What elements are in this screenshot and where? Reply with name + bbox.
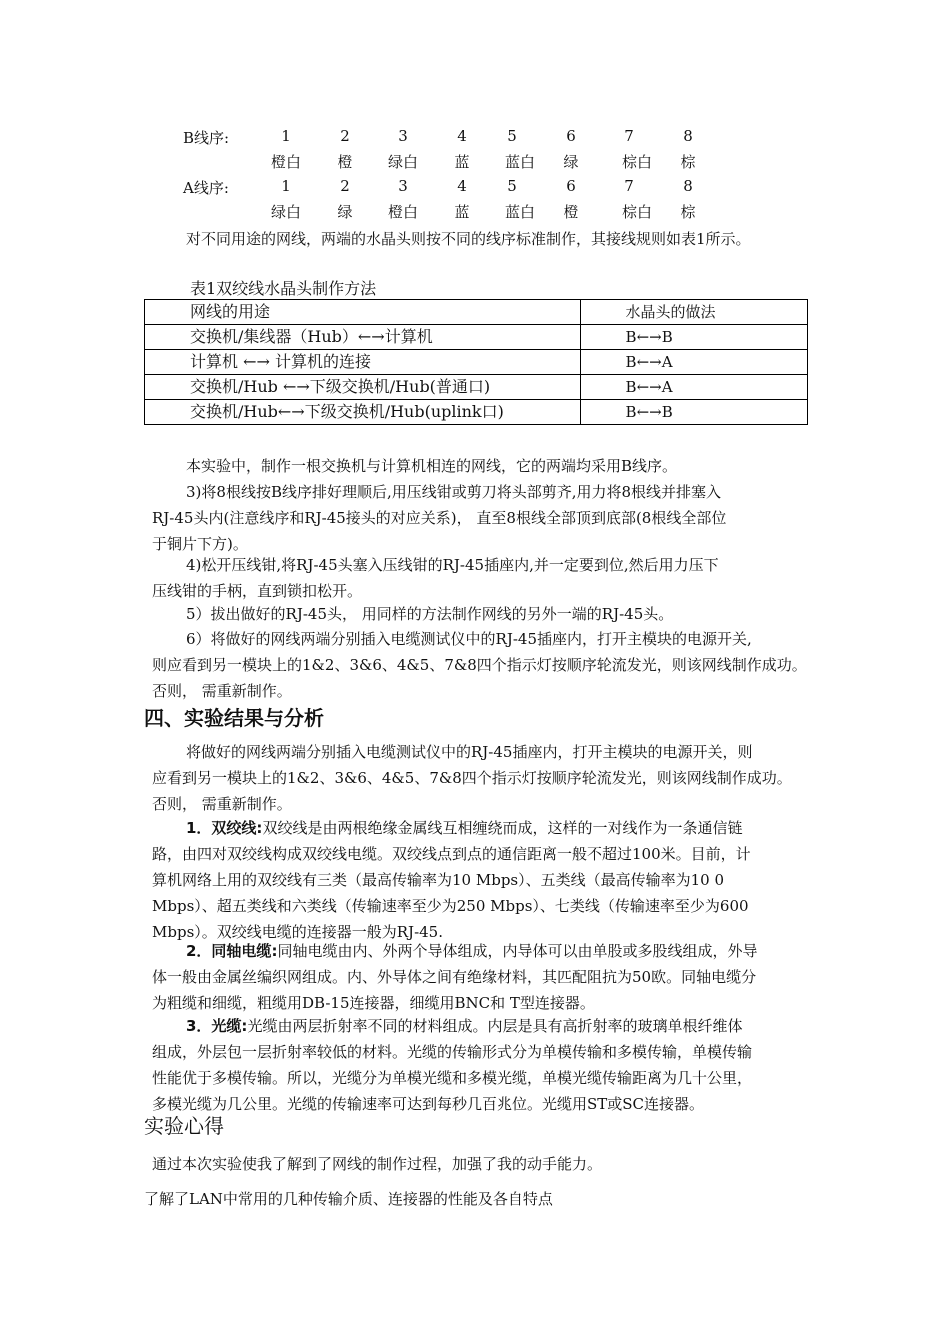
a-color: 棕白 bbox=[621, 203, 652, 221]
table-caption: 表1双绞线水晶头制作方法 bbox=[190, 279, 377, 298]
a-number: 7 bbox=[624, 177, 634, 195]
coax-term: 2．同轴电缆: bbox=[186, 942, 278, 960]
table-cell: 交换机/Hub←→下级交换机/Hub(uplink口) bbox=[145, 400, 581, 425]
fiber-term: 3．光缆: bbox=[186, 1017, 248, 1035]
b-color: 棕 bbox=[680, 153, 696, 171]
step-3: 3)将8根线按B线序排好理顺后,用压线钳或剪刀将头部剪齐,用力将8根线并排塞入 RJ-45头内(注意线序和RJ-45接头的对应关系)， 直至8根线全部顶到底部(8根线全部位 于铜片下方)。 bbox=[152, 483, 727, 553]
coax-paragraph: 2．同轴电缆:同轴电缆由内、外两个导体组成，内导体可以由单股或多股线组成，外导 体一般由金属丝编织网组成。内、外导体之间有绝缘材料，其匹配阻抗为50欧。同轴电缆分 为粗缆和细缆，粗缆用DB-15连接器，细缆用BNC和 T型连接器。 bbox=[152, 942, 758, 1012]
table-cell: B←→B bbox=[580, 325, 807, 350]
experience-paragraph-2: 了解了LAN中常用的几种传输介质、连接器的性能及各自特点 bbox=[144, 1190, 553, 1208]
table-row bbox=[145, 350, 808, 375]
table-row bbox=[145, 400, 808, 425]
a-number: 6 bbox=[566, 177, 576, 195]
b-number: 4 bbox=[457, 127, 467, 145]
b-number: 8 bbox=[683, 127, 693, 145]
steps-intro: 本实验中，制作一根交换机与计算机相连的网线，它的两端均采用B线序。 bbox=[186, 457, 678, 475]
table-cell: 计算机 ←→ 计算机的连接 bbox=[145, 350, 581, 375]
section-4-title: 四、实验结果与分析 bbox=[144, 706, 324, 730]
a-color: 蓝 bbox=[454, 203, 470, 221]
wiring-rules-table bbox=[144, 299, 808, 425]
b-number: 7 bbox=[624, 127, 634, 145]
twisted-pair-term: 1．双绞线: bbox=[186, 819, 263, 837]
experience-title: 实验心得 bbox=[144, 1114, 224, 1138]
fiber-paragraph: 3．光缆:光缆由两层折射率不同的材料组成。内层是具有高折射率的玻璃单根纤维体 组成，外层包一层折射率较低的材料。光缆的传输形式分为单模传输和多模传输，单模传输 性能优于多模传输。所以，光缆分为单模光缆和多模光缆，单模光缆传输距离为几十公里， 多模光缆为几公里。光缆的传输速率可达到每秒几百兆位。光缆用ST或SC连接器。 bbox=[152, 1017, 753, 1113]
step-4: 4)松开压线钳,将RJ-45头塞入压线钳的RJ-45插座内,并一定要到位,然后用力压下 压线钳的手柄，直到锁扣松开。 bbox=[152, 556, 719, 600]
b-color: 橙白 bbox=[270, 153, 301, 171]
b-color: 橙 bbox=[337, 153, 353, 171]
table-header-cell: 网线的用途 bbox=[145, 300, 581, 325]
a-order-label: A线序: bbox=[183, 179, 229, 197]
b-color: 绿白 bbox=[387, 153, 418, 171]
b-number: 3 bbox=[398, 127, 408, 145]
a-number: 4 bbox=[457, 177, 467, 195]
step-6: 6）将做好的网线两端分别插入电缆测试仪中的RJ-45插座内，打开主模块的电源开关, 则应看到另一模块上的1&2、3&6、4&5、7&8四个指示灯按顺序轮流发光，则该网线制作成功。 否则， 需重新制作。 bbox=[152, 630, 807, 700]
result-paragraph: 将做好的网线两端分别插入电缆测试仪中的RJ-45插座内，打开主模块的电源开关，则 应看到另一模块上的1&2、3&6、4&5、7&8四个指示灯按顺序轮流发光，则该网线制作成功。 否则， 需重新制作。 bbox=[152, 743, 792, 813]
b-number: 2 bbox=[340, 127, 350, 145]
a-number: 2 bbox=[340, 177, 350, 195]
b-number: 6 bbox=[566, 127, 576, 145]
b-number: 5 bbox=[507, 127, 517, 145]
b-order-colors-row bbox=[0, 151, 950, 175]
table-header-cell: 水晶头的做法 bbox=[580, 300, 807, 325]
b-color: 蓝 bbox=[454, 153, 470, 171]
b-color: 绿 bbox=[563, 153, 579, 171]
table-cell: B←→A bbox=[580, 375, 807, 400]
table-row bbox=[145, 325, 808, 350]
b-order-label: B线序: bbox=[183, 129, 230, 147]
a-order-colors-row bbox=[0, 201, 950, 225]
wiring-note: 对不同用途的网线，两端的水晶头则按不同的线序标准制作，其接线规则如表1所示。 bbox=[186, 230, 751, 248]
a-color: 绿 bbox=[337, 203, 353, 221]
b-color: 蓝白 bbox=[504, 153, 535, 171]
twisted-pair-paragraph: 1．双绞线:双绞线是由两根绝缘金属线互相缠绕而成，这样的一对线作为一条通信链 路，由四对双绞线构成双绞线电缆。双绞线点到点的通信距离一般不超过100米。目前，计 算机网络上用的双绞线有三类（最高传输率为10 Mbps）、五类线（最高传输率为10 0 Mbps）、超五类线和六类线（传输速率至少为250 Mbps）、七类线（传输速率至少为600 Mbps）。双绞线电缆的连接器一般为RJ-45. bbox=[152, 819, 751, 941]
table-cell: 交换机/集线器（Hub）←→计算机 bbox=[145, 325, 581, 350]
experience-paragraph-1: 通过本次实验使我了解到了网线的制作过程，加强了我的动手能力。 bbox=[152, 1155, 603, 1173]
b-color: 棕白 bbox=[621, 153, 652, 171]
a-number: 3 bbox=[398, 177, 408, 195]
a-number: 5 bbox=[507, 177, 517, 195]
a-color: 蓝白 bbox=[504, 203, 535, 221]
a-number: 8 bbox=[683, 177, 693, 195]
table-row bbox=[145, 375, 808, 400]
a-color: 橙白 bbox=[387, 203, 418, 221]
b-number: 1 bbox=[281, 127, 291, 145]
table-cell: B←→A bbox=[580, 350, 807, 375]
a-color: 绿白 bbox=[270, 203, 301, 221]
step-5: 5）拔出做好的RJ-45头， 用同样的方法制作网线的另外一端的RJ-45头。 bbox=[186, 605, 674, 623]
table-cell: B←→B bbox=[580, 400, 807, 425]
a-color: 橙 bbox=[563, 203, 579, 221]
b-order-numbers-row bbox=[0, 127, 950, 151]
a-number: 1 bbox=[281, 177, 291, 195]
a-order-numbers-row bbox=[0, 177, 950, 201]
table-header-row bbox=[145, 300, 808, 325]
a-color: 棕 bbox=[680, 203, 696, 221]
table-cell: 交换机/Hub ←→下级交换机/Hub(普通口) bbox=[145, 375, 581, 400]
